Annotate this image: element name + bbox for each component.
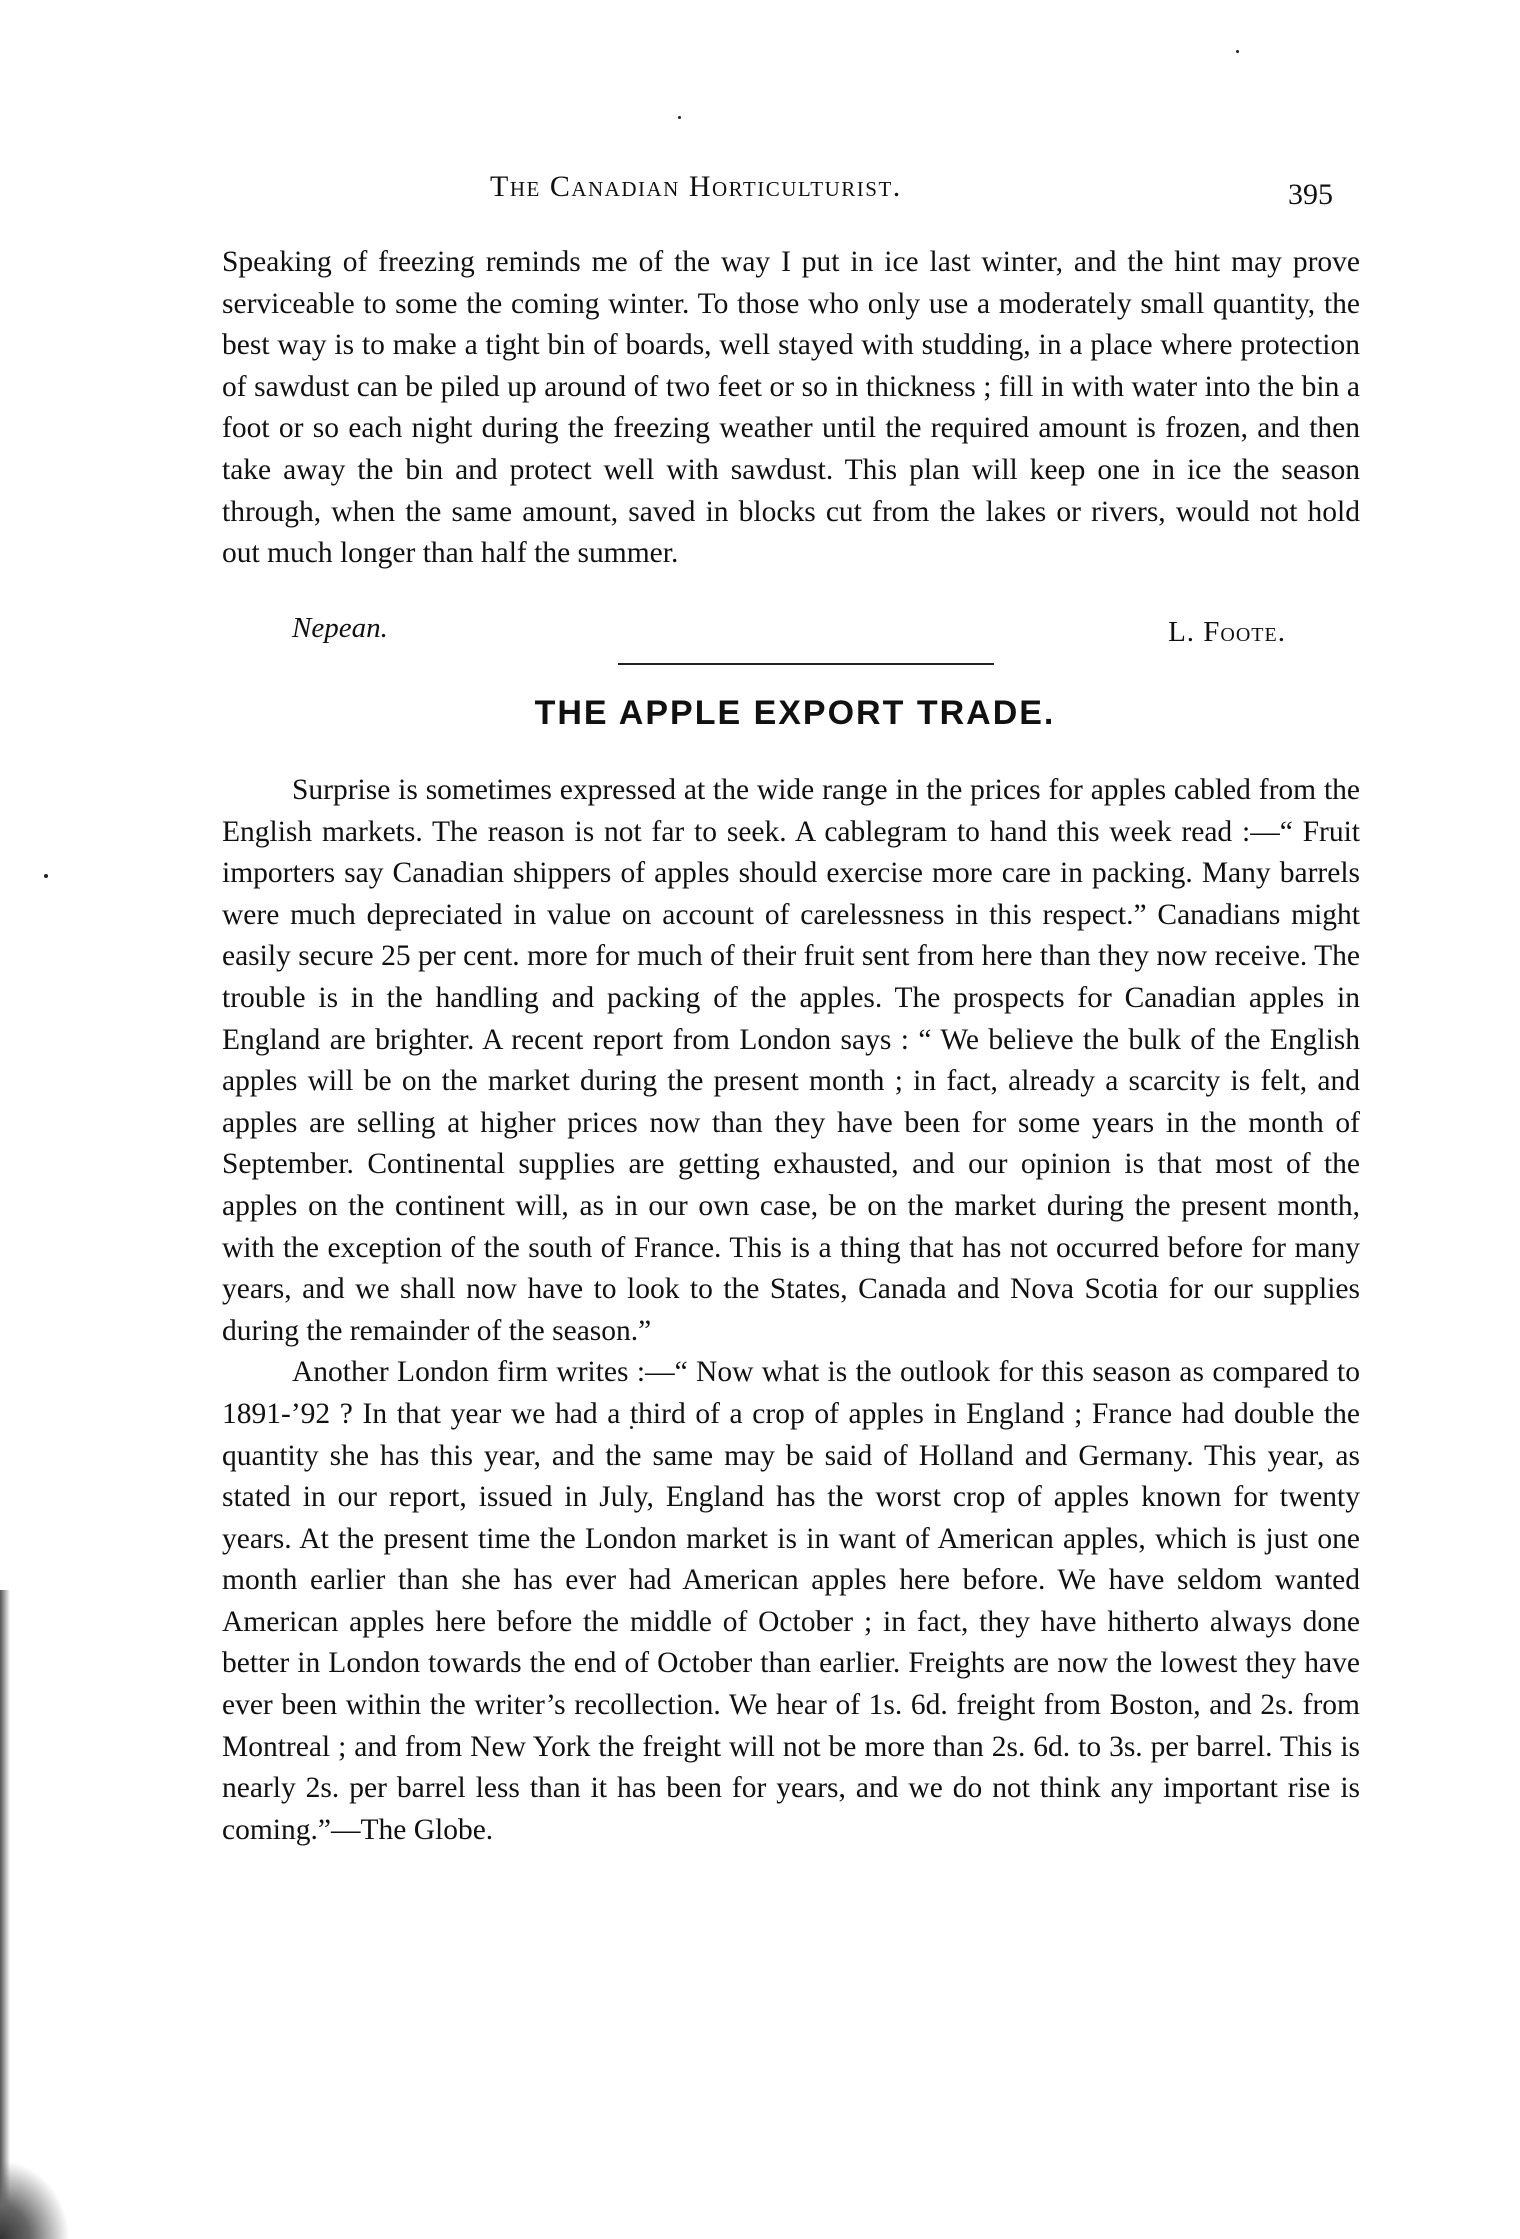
scan-speck xyxy=(44,874,48,878)
article-paragraph: Surprise is sometimes expressed at the wide range in the prices for apples cabled from the English markets. The reason is not far to seek. A cablegram to hand this week read :—“ Fruit importers say Canadian shippers of apples should exercise more care in packing. Many barrels were much depreciated in value on account of carelessness in this respect.” Canadians might easily secure 25 per cent. more for much of their fruit sent from here than they now receive. The trouble is in the handling and packing of the apples. The prospects for Canadian apples in England are brighter. A recent report from London says : “ We believe the bulk of the English apples will be on the market during the present month ; in fact, already a scarcity is felt, and apples are selling at higher prices now than they have been for some years in the month of September. Continental supplies are getting exhausted, and our opinion is that most of the apples on the continent will, as in our own case, be on the market during the present month, with the exception of the south of France. This is a thing that has not occurred before for many years, and we shall now have to look to the States, Canada and Nova Scotia for our supplies during the remainder of the season.” xyxy=(222,774,1360,1347)
running-title: The Canadian Horticulturist. xyxy=(490,170,902,203)
letter-signature: L. Foote. xyxy=(1168,616,1286,648)
running-head xyxy=(0,170,1520,220)
section-divider xyxy=(618,663,994,665)
page-number: 395 xyxy=(1288,178,1333,211)
letter-section xyxy=(222,242,1360,575)
article-body xyxy=(222,770,1360,1851)
scan-speck xyxy=(678,116,681,119)
page-binding-shadow xyxy=(0,1590,10,2230)
letter-body: Speaking of freezing reminds me of the way I put in ice last winter, and the hint may prove serviceable to some the coming winter. To those who only use a moderately small quantity, the best way is to make a tight bin of boards, well stayed with studding, in a place where protection of sawdust can be piled up around of two feet or so in thickness ; fill in with water into the bin a foot or so each night during the freezing weather until the required amount is frozen, and then take away the bin and protect well with sawdust. This plan will keep one in ice the season through, when the same amount, saved in blocks cut from the lakes or rivers, would not hold out much longer than half the summer. xyxy=(222,246,1360,570)
article-paragraph: Another London firm writes :—“ Now what is the outlook for this season as compared to 1891-’92 ? In that year we had a third of a crop of apples in England ; France had double the quantity she has this year, and the same may be said of Holland and Germany. This year, as stated in our report, issued in July, England has the worst crop of apples known for twenty years. At the present time the London market is in want of American apples, which is just one month earlier than she has ever had American apples here before. We have seldom wanted American apples here before the middle of October ; in fact, they have hitherto always done better in London towards the end of October than earlier. Freights are now the lowest they have ever been within the writer’s recollection. We hear of 1s. 6d. freight from Boston, and 2s. from Montreal ; and from New York the freight will not be more than 2s. 6d. to 3s. per barrel. This is nearly 2s. per barrel less than it has been for years, and we do not think any important rise is coming.”—The Globe. xyxy=(222,1356,1360,1846)
letter-place: Nepean. xyxy=(292,612,388,644)
letter-signature-row xyxy=(222,612,1360,656)
scan-speck xyxy=(1236,50,1239,53)
article-title: THE APPLE EXPORT TRADE. xyxy=(534,694,1056,732)
page-corner-shadow xyxy=(0,2160,70,2239)
